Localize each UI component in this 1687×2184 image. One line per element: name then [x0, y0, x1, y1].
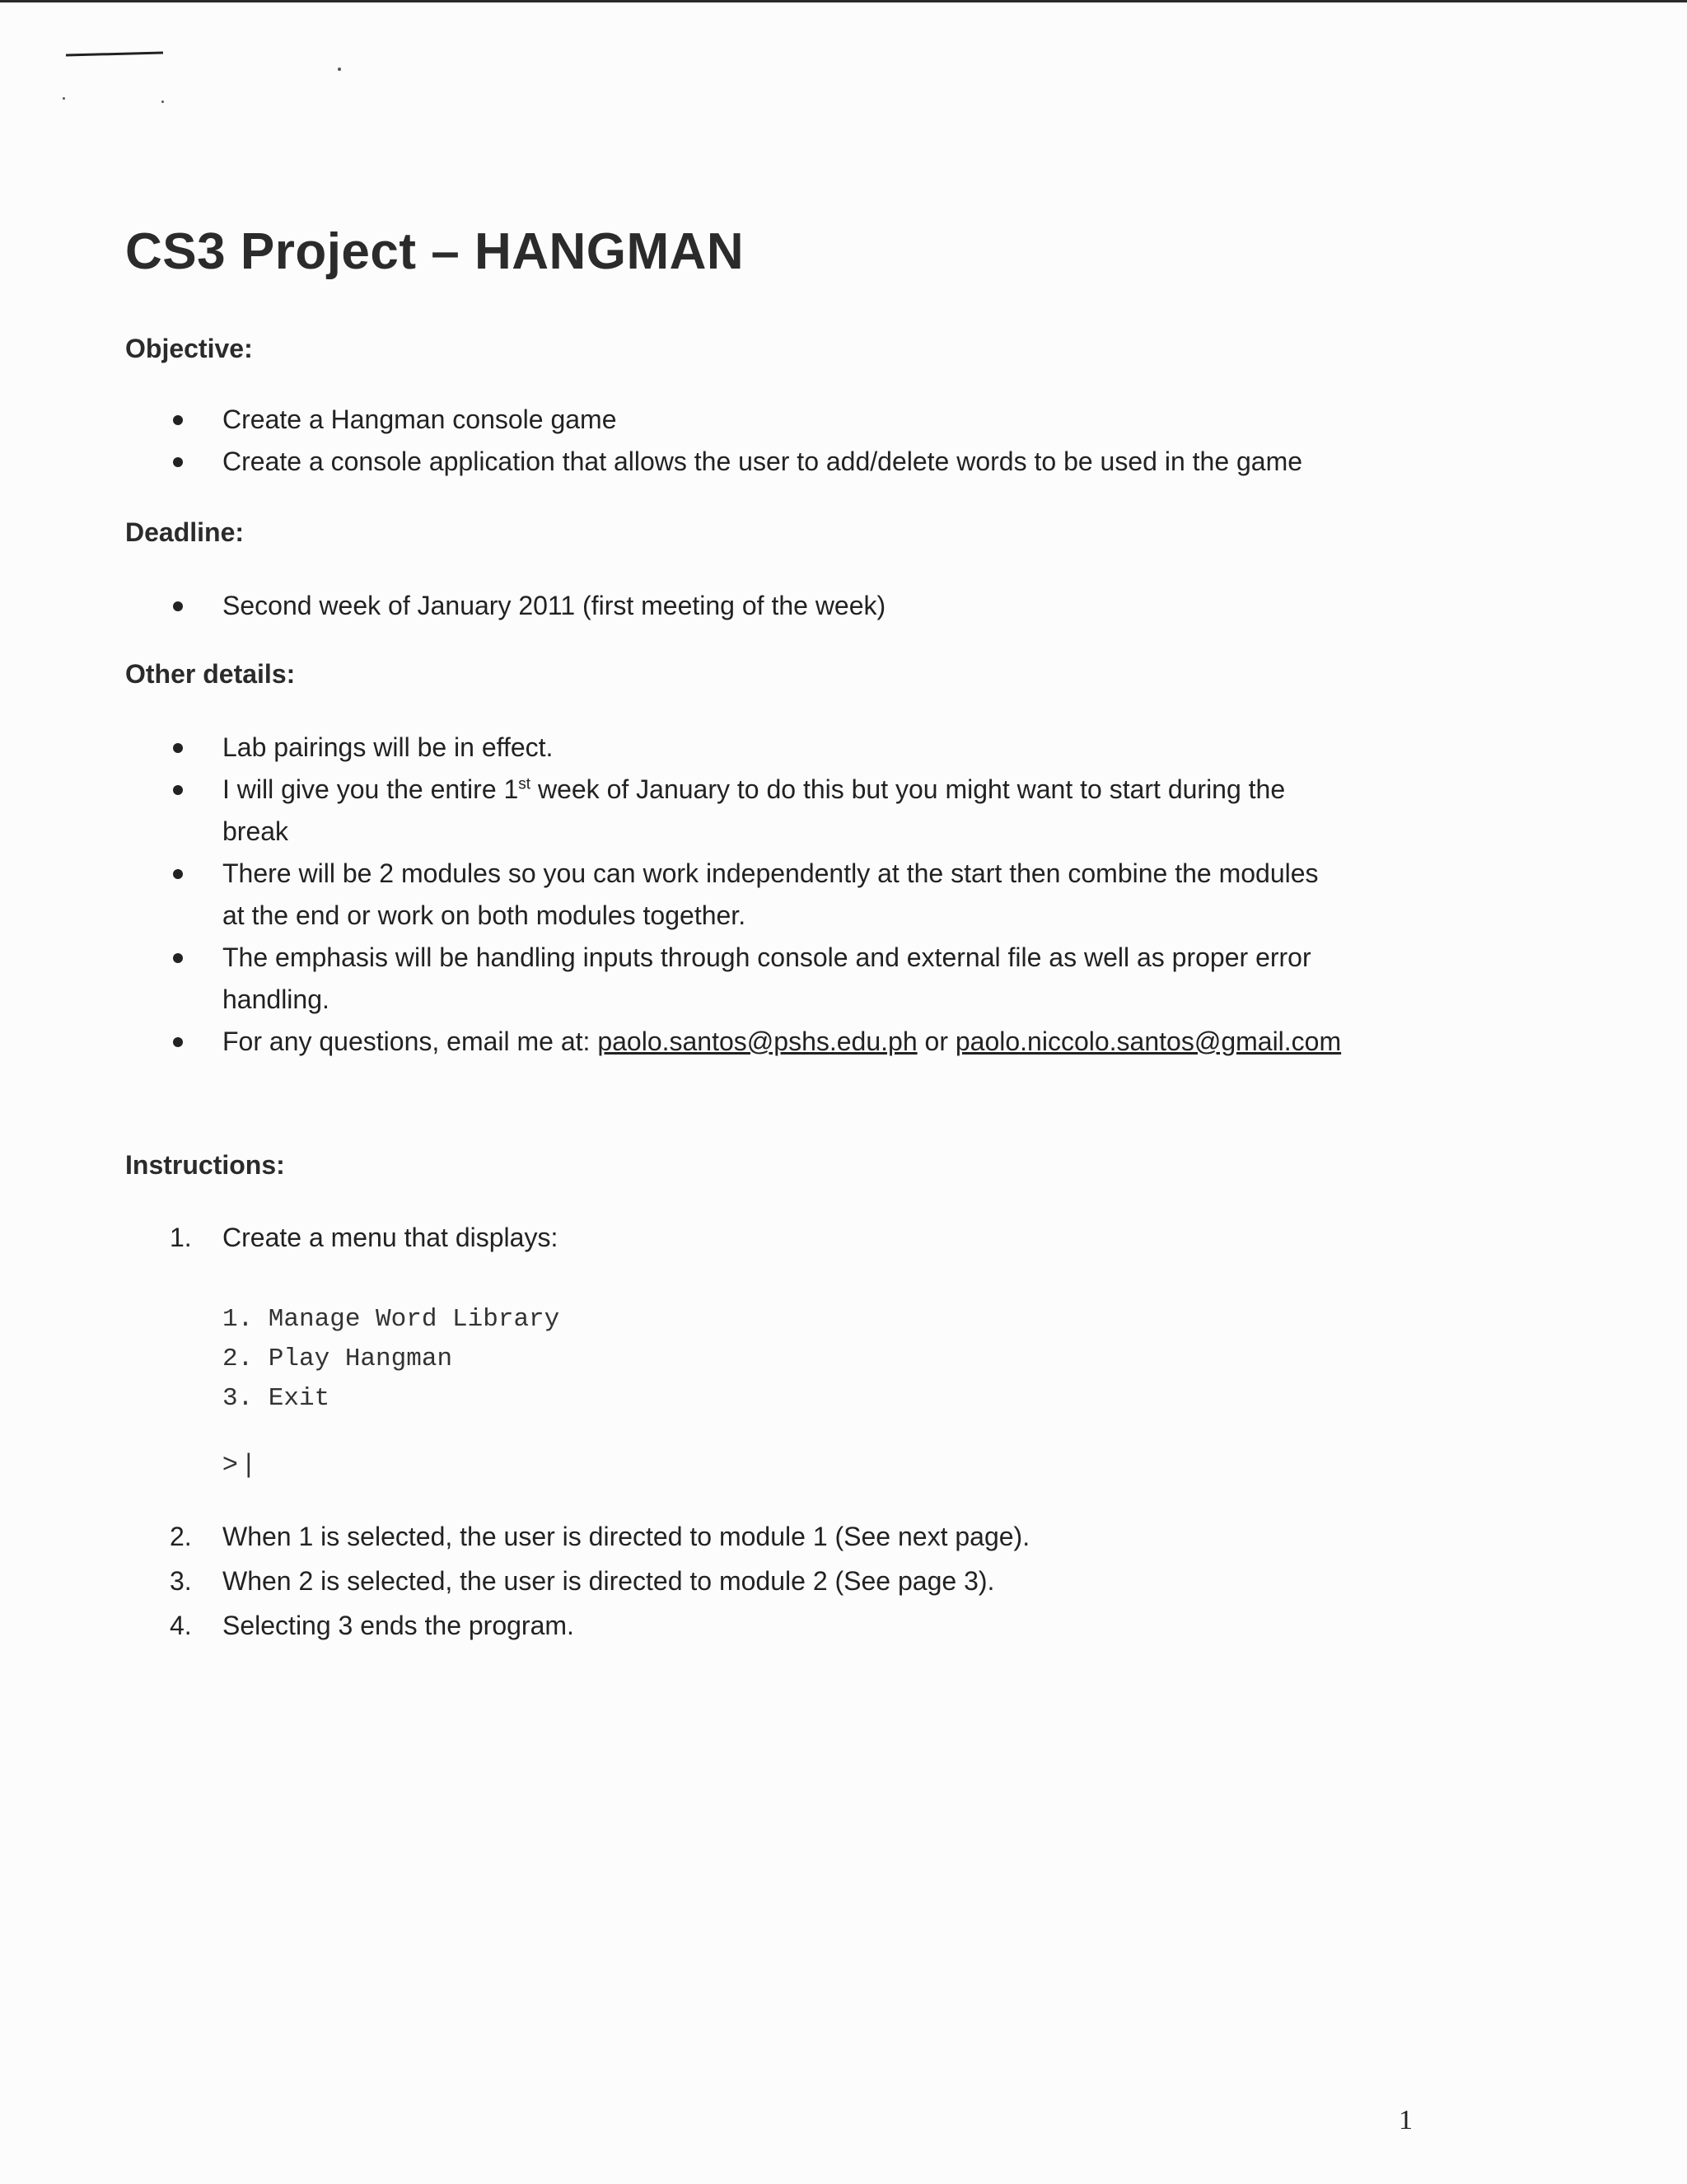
- item-text: There will be 2 modules so you can work independently at the start then combine the modules: [222, 858, 1319, 888]
- step-number: 4.: [170, 1611, 192, 1640]
- list-item: [165, 1603, 1030, 1648]
- item-text: The emphasis will be handling inputs through console and external file as well as proper error: [222, 942, 1311, 972]
- item-text: week of January to do this but you might want to start during the: [530, 774, 1286, 804]
- list-item: [165, 937, 1341, 1021]
- menu-line: 3. Exit: [222, 1384, 330, 1413]
- email-link-pshs[interactable]: paolo.santos@pshs.edu.ph: [597, 1027, 918, 1056]
- list-item: [165, 1021, 1341, 1063]
- deadline-heading: Deadline:: [125, 517, 245, 547]
- list-item: [165, 769, 1341, 853]
- other-details-heading: Other details:: [125, 659, 296, 689]
- item-text: at the end or work on both modules together.: [222, 900, 746, 930]
- console-menu: [222, 1300, 559, 1419]
- instructions-list-part1: [165, 1215, 558, 1260]
- page-title: CS3 Project – HANGMAN: [125, 223, 745, 280]
- scan-speck: [161, 101, 164, 103]
- step-text: When 2 is selected, the user is directed to module 2 (See page 3).: [222, 1566, 995, 1596]
- step-text: Selecting 3 ends the program.: [222, 1611, 574, 1640]
- scan-speck: [63, 97, 65, 100]
- list-item: Second week of January 2011 (first meeting of the week): [165, 585, 886, 627]
- instructions-list-part2: [165, 1514, 1030, 1648]
- scan-edge-line: [0, 0, 1687, 2]
- console-prompt: > |: [222, 1448, 252, 1478]
- objective-heading: Objective:: [125, 334, 253, 363]
- item-text: handling.: [222, 984, 329, 1014]
- step-number: 3.: [170, 1566, 192, 1596]
- list-item: Create a console application that allows the user to add/delete words to be used in the game: [165, 441, 1302, 483]
- deadline-list: [165, 585, 886, 627]
- page-number: 1: [1399, 2105, 1413, 2135]
- ordinal-suffix: st: [518, 775, 531, 793]
- list-item: [165, 1514, 1030, 1559]
- email-link-gmail[interactable]: paolo.niccolo.santos@gmail.com: [955, 1027, 1342, 1056]
- step-text: When 1 is selected, the user is directed to module 1 (See next page).: [222, 1522, 1030, 1551]
- step-number: 2.: [170, 1522, 192, 1551]
- list-item: Lab pairings will be in effect.: [165, 727, 1341, 769]
- menu-line: 2. Play Hangman: [222, 1345, 453, 1373]
- list-item: [165, 1215, 558, 1260]
- list-item: [165, 853, 1341, 937]
- list-item: Create a Hangman console game: [165, 399, 1302, 441]
- step-text: Create a menu that displays:: [222, 1223, 558, 1252]
- pen-mark: [66, 51, 163, 56]
- menu-line: 1. Manage Word Library: [222, 1305, 560, 1334]
- scan-speck: [338, 68, 341, 71]
- list-item: [165, 1559, 1030, 1603]
- item-text: For any questions, email me at:: [222, 1027, 598, 1056]
- item-text: break: [222, 816, 289, 846]
- instructions-heading: Instructions:: [125, 1150, 285, 1180]
- step-number: 1.: [170, 1223, 192, 1252]
- item-text: or: [917, 1027, 956, 1056]
- other-details-list: [165, 727, 1341, 1063]
- item-text: I will give you the entire 1: [222, 774, 519, 804]
- objective-list: [165, 399, 1302, 483]
